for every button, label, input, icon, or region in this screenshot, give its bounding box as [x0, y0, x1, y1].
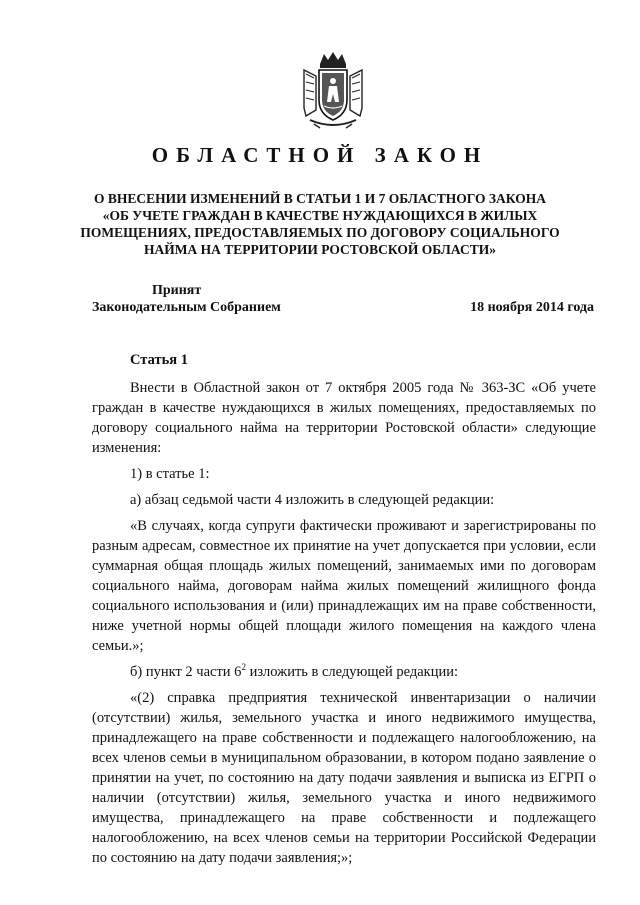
item-paragraph	[92, 662, 596, 682]
quoted-paragraph: «(2) справка предприятия технической инвентаризации о наличии (отсутствии) жилья, земельного участка и иного недвижимого имущества, принадлежащего на праве собственности и подлежащего налогообложению, на всех членов семьи в муниципальном образовании, в котором подано заявление о принятии на учет, по состоянию на дату подачи заявления и выписка из ЕГРП о наличии (отсутствии) жилья, земельного участка и иного недвижимого имущества, принадлежащего на праве собственности и подлежащего налогообложению, на всех членов семьи на территории Российской Федерации по состоянию на дату подачи заявления;»;	[92, 690, 596, 866]
adoption-body: Законодательным Собранием	[92, 300, 281, 315]
intro-paragraph: Внести в Областной закон от 7 октября 2005 года № 363-ЗС «Об учете граждан в качестве нуждающихся в жилых помещениях, предоставляемых по договору социального найма на территории Ростовской области» следующие изменения:	[92, 380, 596, 456]
item-paragraph: а) абзац седьмой части 4 изложить в следующей редакции:	[130, 492, 495, 508]
regional-coat-of-arms-icon	[300, 50, 366, 130]
law-title-line: «ОБ УЧЕТЕ ГРАЖДАН В КАЧЕСТВЕ НУЖДАЮЩИХСЯ В ЖИЛЫХ	[102, 208, 538, 223]
superscript: 2	[241, 662, 246, 673]
document-body	[92, 350, 596, 874]
item-text: изложить в следующей редакции:	[245, 664, 459, 680]
article-heading: Статья 1	[130, 352, 188, 368]
law-title	[60, 190, 580, 258]
law-title-line: НАЙМА НА ТЕРРИТОРИИ РОСТОВСКОЙ ОБЛАСТИ»	[144, 242, 496, 257]
item-text: б) пункт 2 части 6	[130, 664, 242, 680]
law-title-line: О ВНЕСЕНИИ ИЗМЕНЕНИЙ В СТАТЬИ 1 И 7 ОБЛАСТНОГО ЗАКОНА	[94, 191, 546, 206]
quoted-paragraph: «В случаях, когда супруги фактически проживают и зарегистрированы по разным адресам, совместное их принятие на учет допускается при условии, если суммарная общая площадь жилых помещений, занимаемых ими по договорам социального найма, договорам найма жилых помещений жилищного фонда социального использования и (или) принадлежащих им на праве собственности, ниже учетной нормы общей площади жилого помещения на каждого члена семьи.»;	[92, 518, 596, 654]
item-paragraph: 1) в статье 1:	[130, 466, 210, 482]
adoption-date: 18 ноября 2014 года	[470, 300, 594, 315]
law-title-line: ПОМЕЩЕНИЯХ, ПРЕДОСТАВЛЯЕМЫХ ПО ДОГОВОРУ СОЦИАЛЬНОГО	[80, 225, 560, 240]
adoption-label: Принят	[152, 283, 202, 298]
document-type: ОБЛАСТНОЙ ЗАКОН	[151, 143, 489, 167]
